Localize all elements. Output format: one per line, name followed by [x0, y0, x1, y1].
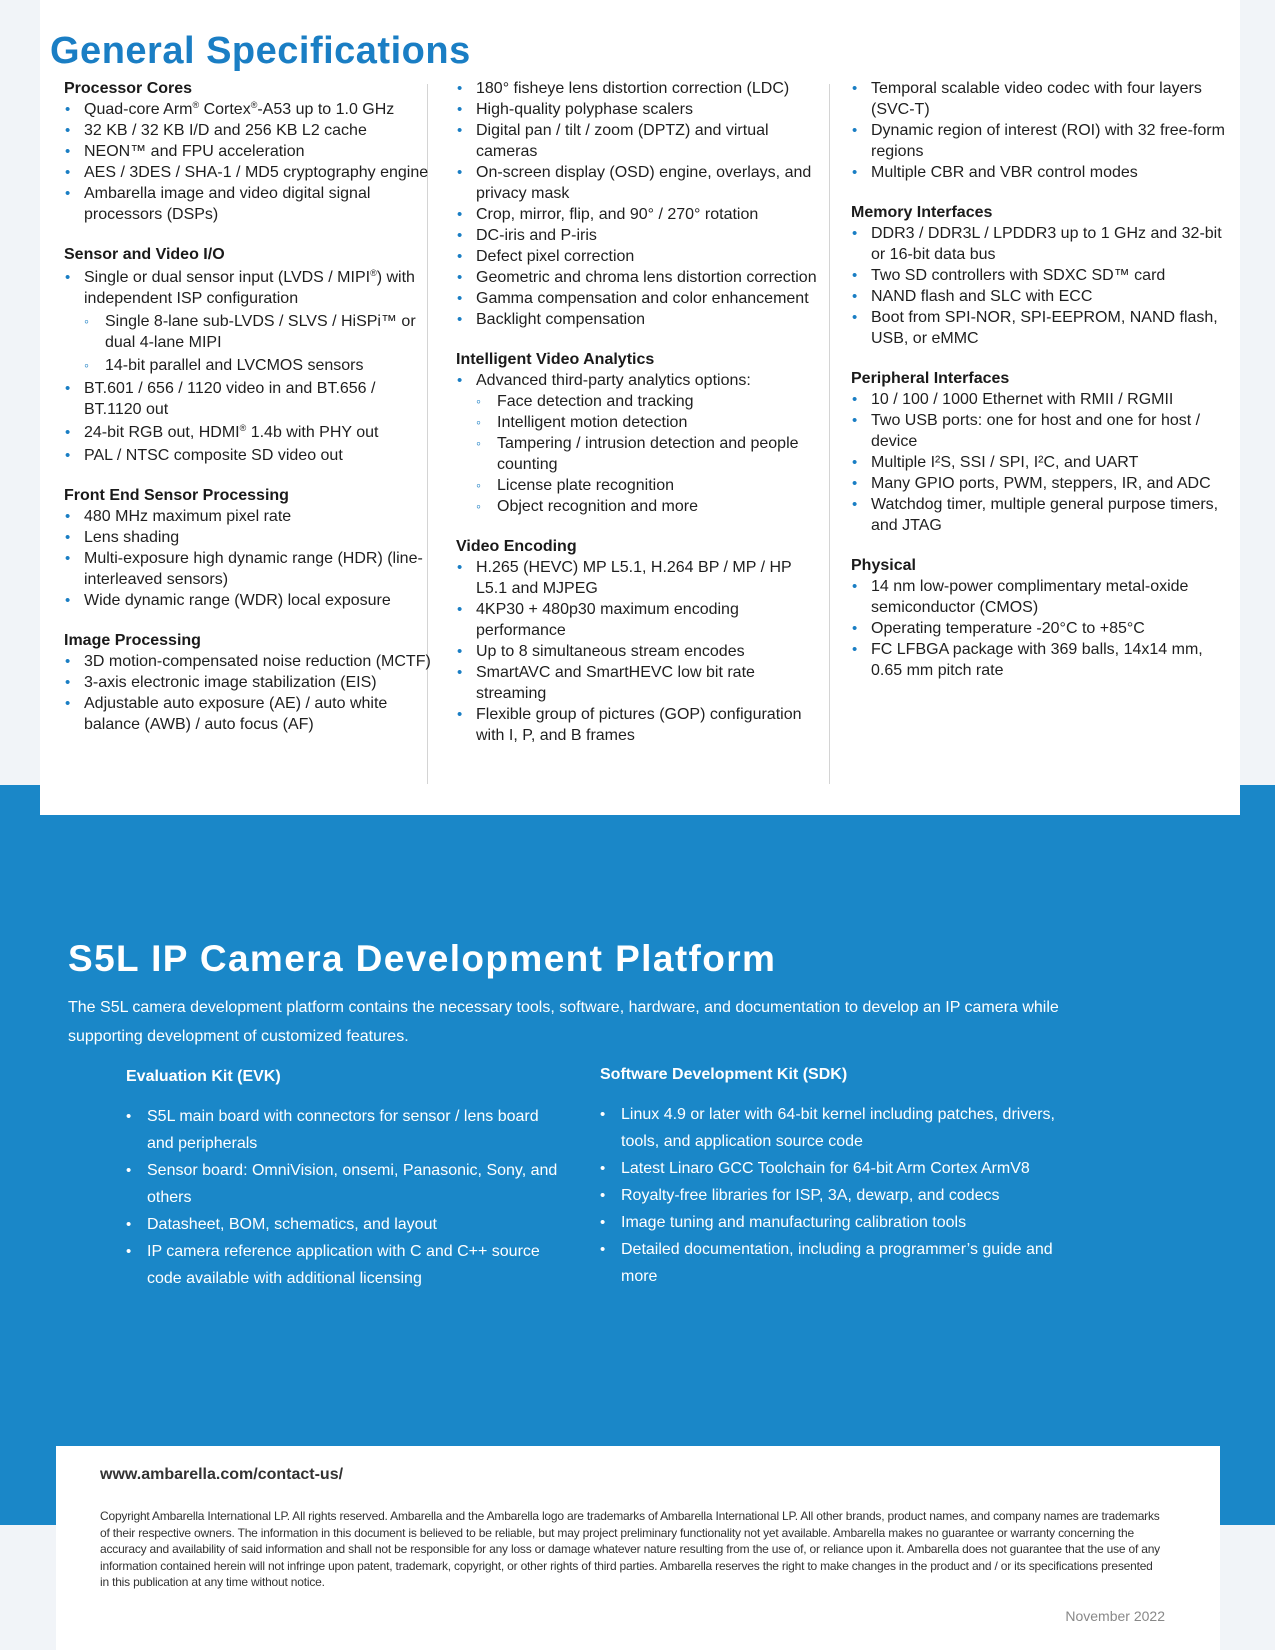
list-item: • Crop, mirror, flip, and 90° / 270° rotation: [456, 204, 826, 225]
sdk-section: [600, 1066, 1060, 1290]
list-item: • Wide dynamic range (WDR) local exposure: [64, 590, 434, 611]
sdk-heading: Software Development Kit (SDK): [600, 1066, 848, 1083]
section-heading: Physical: [851, 557, 916, 574]
list-item: • 180° fisheye lens distortion correction (LDC): [456, 78, 826, 99]
image-list-continued: [456, 78, 826, 330]
sub-list-item: ◦ Face detection and tracking: [456, 391, 826, 412]
list-item: • Single or dual sensor input (LVDS / MIPI®) with independent ISP configuration: [64, 267, 434, 309]
processor-list: [64, 99, 434, 225]
section-heading: Memory Interfaces: [851, 204, 993, 221]
list-item: • Datasheet, BOM, schematics, and layout: [126, 1211, 566, 1238]
list-item: • NEON™ and FPU acceleration: [64, 141, 434, 162]
list-item: • Detailed documentation, including a programmer’s guide and more: [600, 1236, 1060, 1290]
spec-column-2: [456, 78, 826, 765]
list-item: • Flexible group of pictures (GOP) configuration with I, P, and B frames: [456, 704, 826, 746]
sub-list-item: ◦ Single 8-lane sub-LVDS / SLVS / HiSPi™ or dual 4-lane MIPI: [64, 311, 434, 353]
platform-description: The S5L camera development platform contains the necessary tools, software, hardware, and documentation to develop an IP camera while supporting development of customized features.: [68, 999, 1059, 1045]
sensor-list: [64, 267, 434, 466]
section-heading: Image Processing: [64, 632, 201, 649]
physical-list: [851, 576, 1226, 681]
list-item: • H.265 (HEVC) MP L5.1, H.264 BP / MP / HP L5.1 and MJPEG: [456, 557, 826, 599]
list-item: • Latest Linaro GCC Toolchain for 64-bit Arm Cortex ArmV8: [600, 1155, 1060, 1182]
encoding-list: [456, 557, 826, 746]
publication-date: November 2022: [1065, 1608, 1165, 1624]
list-item: • Image tuning and manufacturing calibration tools: [600, 1209, 1060, 1236]
list-item: • PAL / NTSC composite SD video out: [64, 445, 434, 466]
contact-link[interactable]: www.ambarella.com/contact-us/: [100, 1466, 344, 1483]
copyright-notice: Copyright Ambarella International LP. All rights reserved. Ambarella and the Ambarella logo are trademarks of Ambarella International LP. All other brands, product names, and company names are trademarks of their respective owners. The information in this document is believed to be reliable, but may project preliminary functionality not yet available. Ambarella makes no guarantee or warranty concerning the accuracy and availability of said information and shall not be responsible for any loss or damage whatever nature resulting from the use of, or reliance upon it. Ambarella does not guarantee that the use of any information contained herein will not infringe upon patent, trademark, copyright, or other rights of third parties. Ambarella reserves the right to make changes in the product and / or its specifications presented in this publication at any time without notice.: [100, 1509, 1160, 1589]
spec-column-3: [851, 78, 1226, 700]
list-item: • Many GPIO ports, PWM, steppers, IR, and ADC: [851, 473, 1226, 494]
list-item: • IP camera reference application with C and C++ source code available with additional licensing: [126, 1238, 566, 1292]
list-item: • DC-iris and P-iris: [456, 225, 826, 246]
list-item: • Multiple CBR and VBR control modes: [851, 162, 1226, 183]
list-item: • Two SD controllers with SDXC SD™ card: [851, 265, 1226, 286]
section-heading: Peripheral Interfaces: [851, 370, 1010, 387]
list-item: • Backlight compensation: [456, 309, 826, 330]
peripheral-list: [851, 389, 1226, 536]
evk-heading: Evaluation Kit (EVK): [126, 1068, 281, 1085]
list-item: • DDR3 / DDR3L / LPDDR3 up to 1 GHz and 32-bit or 16-bit data bus: [851, 223, 1226, 265]
list-item: • Two USB ports: one for host and one for host / device: [851, 410, 1226, 452]
section-heading: Video Encoding: [456, 538, 577, 555]
list-item: • Lens shading: [64, 527, 434, 548]
sub-list-item: ◦ License plate recognition: [456, 475, 826, 496]
list-item: • 3-axis electronic image stabilization (EIS): [64, 672, 434, 693]
list-item: • Up to 8 simultaneous stream encodes: [456, 641, 826, 662]
evk-list: [126, 1103, 566, 1292]
list-item: • AES / 3DES / SHA-1 / MD5 cryptography engine: [64, 162, 434, 183]
list-item: • Sensor board: OmniVision, onsemi, Panasonic, Sony, and others: [126, 1157, 566, 1211]
list-item: • 480 MHz maximum pixel rate: [64, 506, 434, 527]
sub-list-item: ◦ Intelligent motion detection: [456, 412, 826, 433]
section-heading: Sensor and Video I/O: [64, 246, 225, 263]
list-item: • FC LFBGA package with 369 balls, 14x14 mm, 0.65 mm pitch rate: [851, 639, 1226, 681]
list-item: • 3D motion-compensated noise reduction (MCTF): [64, 651, 434, 672]
list-item: • Geometric and chroma lens distortion correction: [456, 267, 826, 288]
section-heading: Intelligent Video Analytics: [456, 351, 655, 368]
list-item: • Linux 4.9 or later with 64-bit kernel including patches, drivers, tools, and application source code: [600, 1101, 1060, 1155]
image-list: [64, 651, 434, 735]
list-item: • Ambarella image and video digital signal processors (DSPs): [64, 183, 434, 225]
section-heading: Front End Sensor Processing: [64, 487, 289, 504]
evk-section: [126, 1068, 566, 1292]
list-item: • Royalty-free libraries for ISP, 3A, dewarp, and codecs: [600, 1182, 1060, 1209]
list-item: • BT.601 / 656 / 1120 video in and BT.656 / BT.1120 out: [64, 378, 434, 420]
list-item: • Quad-core Arm® Cortex®-A53 up to 1.0 GHz: [64, 99, 434, 120]
list-item: • SmartAVC and SmartHEVC low bit rate streaming: [456, 662, 826, 704]
spec-column-1: [64, 78, 434, 754]
list-item: • Adjustable auto exposure (AE) / auto white balance (AWB) / auto focus (AF): [64, 693, 434, 735]
list-item: • Advanced third-party analytics options:: [456, 370, 826, 391]
column-divider: [829, 84, 830, 784]
page-title: General Specifications: [50, 30, 471, 72]
section-heading: Processor Cores: [64, 80, 193, 97]
list-item: • 14 nm low-power complimentary metal-oxide semiconductor (CMOS): [851, 576, 1226, 618]
list-item: • High-quality polyphase scalers: [456, 99, 826, 120]
list-item: • Temporal scalable video codec with four layers (SVC-T): [851, 78, 1226, 120]
list-item: • Gamma compensation and color enhancement: [456, 288, 826, 309]
list-item: • 10 / 100 / 1000 Ethernet with RMII / RGMII: [851, 389, 1226, 410]
list-item: • Operating temperature -20°C to +85°C: [851, 618, 1226, 639]
analytics-list: [456, 370, 826, 517]
sub-list-item: ◦ Object recognition and more: [456, 496, 826, 517]
list-item: • 32 KB / 32 KB I/D and 256 KB L2 cache: [64, 120, 434, 141]
list-item: • S5L main board with connectors for sensor / lens board and peripherals: [126, 1103, 566, 1157]
list-item: • Watchdog timer, multiple general purpose timers, and JTAG: [851, 494, 1226, 536]
encoding-list-continued: [851, 78, 1226, 183]
sdk-list: [600, 1101, 1060, 1290]
list-item: • Defect pixel correction: [456, 246, 826, 267]
list-item: • 24-bit RGB out, HDMI® 1.4b with PHY out: [64, 422, 434, 443]
frontend-list: [64, 506, 434, 611]
platform-title: S5L IP Camera Development Platform: [68, 938, 777, 979]
list-item: • Multiple I²S, SSI / SPI, I²C, and UART: [851, 452, 1226, 473]
list-item: • Digital pan / tilt / zoom (DPTZ) and virtual cameras: [456, 120, 826, 162]
memory-list: [851, 223, 1226, 349]
sub-list-item: ◦ Tampering / intrusion detection and people counting: [456, 433, 826, 475]
list-item: • Multi-exposure high dynamic range (HDR) (line-interleaved sensors): [64, 548, 434, 590]
list-item: • On-screen display (OSD) engine, overlays, and privacy mask: [456, 162, 826, 204]
list-item: • NAND flash and SLC with ECC: [851, 286, 1226, 307]
list-item: • 4KP30 + 480p30 maximum encoding performance: [456, 599, 826, 641]
list-item: • Dynamic region of interest (ROI) with 32 free-form regions: [851, 120, 1226, 162]
sub-list-item: ◦ 14-bit parallel and LVCMOS sensors: [64, 355, 434, 376]
list-item: • Boot from SPI-NOR, SPI-EEPROM, NAND flash, USB, or eMMC: [851, 307, 1226, 349]
